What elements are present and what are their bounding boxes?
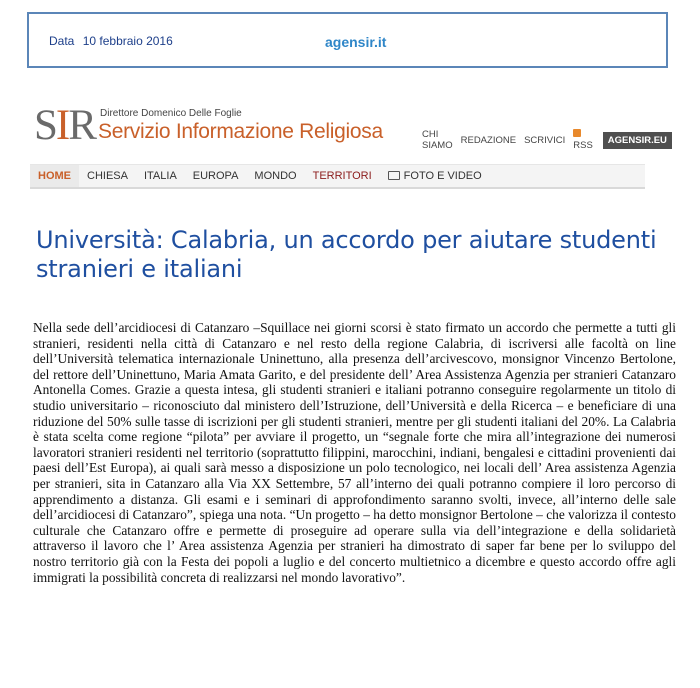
nav-foto-video[interactable]: FOTO E VIDEO	[380, 165, 490, 187]
article-title: Università: Calabria, un accordo per aiutare studenti stranieri e italiani	[36, 226, 657, 283]
link-chi-siamo[interactable]: CHI SIAMO	[422, 129, 453, 151]
date-value: 10 febbraio 2016	[82, 34, 173, 48]
nav-italia[interactable]: ITALIA	[143, 170, 177, 182]
nav-home[interactable]: HOME	[30, 165, 79, 187]
agensir-eu-button[interactable]: AGENSIR.EU	[603, 132, 672, 149]
brand-name[interactable]: Servizio Informazione Religiosa	[98, 120, 383, 143]
camera-icon	[388, 171, 400, 180]
clipping-header-box	[27, 12, 668, 68]
link-redazione[interactable]: REDAZIONE	[460, 134, 517, 146]
date-line	[49, 34, 178, 48]
date-label: Data	[49, 34, 75, 48]
nav-mondo[interactable]: MONDO	[254, 170, 297, 182]
site-header	[30, 102, 667, 152]
top-links	[422, 129, 680, 151]
main-nav	[30, 164, 645, 189]
director-line: Direttore Domenico Delle Foglie	[100, 108, 242, 119]
nav-europa[interactable]: EUROPA	[192, 170, 239, 182]
sir-logo[interactable]: SIR	[34, 102, 95, 149]
source-site: agensir.it	[325, 34, 387, 50]
link-scrivici[interactable]: SCRIVICI	[524, 134, 566, 146]
nav-territori[interactable]: TERRITORI	[312, 170, 372, 182]
link-rss[interactable]: RSS	[573, 129, 593, 151]
nav-chiesa[interactable]: CHIESA	[87, 170, 128, 182]
rss-icon	[573, 129, 581, 137]
article-body: Nella sede dell’arcidiocesi di Catanzaro –Squillace nei giorni scorsi è stato firmato un accordo che permette a tutti gli stranieri, residenti nella città di Catanzaro e nel resto della regione Calabria, di iscriversi alle facoltà on line dell’Università telematica internazionale Uninettuno, alla presenza dell’arcivescovo, monsignor Vincenzo Bertolone, del rettore dell’Uninettuno, Maria Amata Garito, e del presidente dell’ Area Assistenza Agenzia per stranieri Catanzaro Antonella Comes. Grazie a questa intesa, gli studenti stranieri e italiani potranno conseguire regolarmente un titolo di studio universitario – riconosciuto dal ministero dell’Istruzione, dell’Università e della Ricerca – e beneficiare di una riduzione del 50% sulle tasse di iscrizioni per gli studenti stranieri, mentre per gli studenti italiani del 20%. La Calabria è stata scelta come regione “pilota” per avviare il progetto, un “segnale forte che mira all’integrazione dei numerosi lavoratori stranieri residenti nel territorio (soprattutto filippini, marocchini, indiani, bengalesi e cittadini provenienti dai paesi dell’Est Europa), ai quali sarà messo a disposizione un polo tecnologico, nei locali dell’ Area assistenza Agenzia per stranieri, sita in Catanzaro alla Via XX Settembre, 57 all’interno dei quali potranno compiere il loro percorso di apprendimento a distanza. Gli esami e i seminari di approfondimento saranno svolti, invece, all’interno delle sale dell’arcidiocesi di Catanzaro”, spiega una nota. “Un progetto – ha detto monsignor Bertolone – che valorizza il contesto culturale che Catanzaro offre e permette di proseguire ad operare sulla via dell’integrazione e della solidarietà attraverso il lavoro che l’ Area assistenza Agenzia per stranieri ha dimostrato di saper far bene per lo sviluppo del nostro territorio già con la Festa dei popoli a luglio e del concerto multietnico a dicembre e questo accordo offre agli immigrati la possibilità concreta di realizzarsi nel mondo lavorativo”.	[33, 320, 676, 585]
